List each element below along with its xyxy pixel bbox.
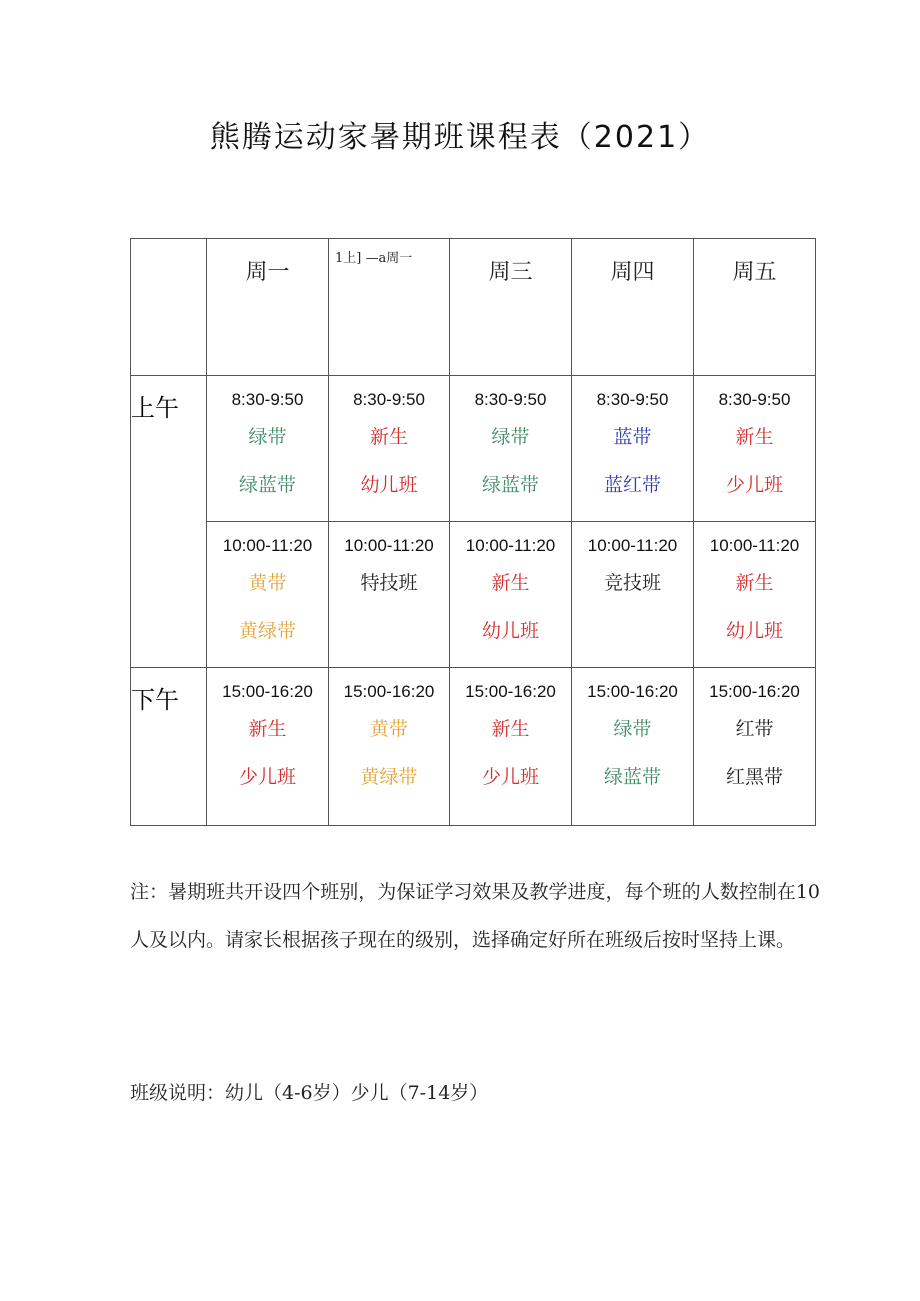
class-cell	[329, 522, 450, 668]
day-header-tue: 1上] —a周一	[329, 239, 450, 376]
class-label: 新生	[491, 718, 530, 740]
class-label: 黄绿带	[360, 766, 418, 788]
day-header-fri: 周五	[694, 239, 816, 376]
class-label: 绿蓝带	[238, 474, 296, 496]
class-label: 新生	[491, 572, 530, 594]
class-time: 15:00-16:20	[222, 682, 313, 701]
class-label: 绿带	[491, 426, 530, 448]
class-cell	[329, 376, 450, 522]
class-time: 8:30-9:50	[474, 390, 547, 409]
class-time: 15:00-16:20	[587, 682, 678, 701]
class-time: 15:00-16:20	[343, 682, 435, 701]
corner-cell	[131, 239, 207, 376]
class-time: 15:00-16:20	[465, 682, 556, 701]
class-time: 8:30-9:50	[353, 390, 425, 409]
class-time: 8:30-9:50	[718, 390, 791, 409]
class-cell	[572, 522, 694, 668]
class-time: 10:00-11:20	[709, 536, 800, 555]
class-label: 幼儿班	[360, 474, 418, 496]
header-row	[131, 239, 816, 376]
class-legend: 班级说明：幼儿（4-6岁）少儿（7-14岁）	[130, 1082, 489, 1104]
class-cell	[694, 376, 816, 522]
class-cell	[450, 522, 572, 668]
class-label: 新生	[369, 426, 408, 448]
class-label: 蓝带	[613, 426, 652, 448]
class-label: 幼儿班	[481, 620, 539, 642]
class-label: 蓝红带	[603, 474, 661, 496]
class-cell	[450, 376, 572, 522]
class-label: 绿带	[248, 426, 287, 448]
slot-row-1	[131, 376, 816, 522]
note-paragraph: 注：暑期班共开设四个班别，为保证学习效果及教学进度，每个班的人数控制在10人及以内。请家长根据孩子现在的级别，选择确定好所在班级后按时坚持上课。	[130, 881, 820, 951]
class-label: 新生	[735, 426, 774, 448]
schedule-table	[130, 238, 816, 826]
class-time: 10:00-11:20	[465, 536, 556, 555]
class-label: 竞技班	[603, 572, 661, 594]
class-label: 少儿班	[481, 766, 539, 788]
class-label: 红黑带	[725, 766, 783, 788]
class-label: 绿带	[613, 718, 652, 740]
class-time: 10:00-11:20	[344, 536, 434, 555]
class-time: 10:00-11:20	[587, 536, 678, 555]
class-label: 幼儿班	[725, 620, 783, 642]
day-header-wed: 周三	[450, 239, 572, 376]
day-header-thu: 周四	[572, 239, 694, 376]
class-label: 新生	[735, 572, 774, 594]
day-header-mon: 周一	[207, 239, 329, 376]
class-label: 黄绿带	[238, 620, 296, 642]
page-title: 熊腾运动家暑期班课程表（2021）	[209, 120, 711, 155]
class-cell	[572, 668, 694, 826]
class-cell	[207, 522, 329, 668]
class-label: 少儿班	[238, 766, 296, 788]
class-label: 特技班	[360, 572, 418, 594]
class-cell	[694, 668, 816, 826]
class-cell	[572, 376, 694, 522]
class-time: 8:30-9:50	[596, 390, 669, 409]
slot-row-3	[131, 668, 816, 826]
class-cell	[207, 376, 329, 522]
class-time: 8:30-9:50	[231, 390, 304, 409]
class-cell	[450, 668, 572, 826]
class-label: 黄带	[248, 572, 287, 594]
class-cell	[694, 522, 816, 668]
class-label: 新生	[248, 718, 287, 740]
class-label: 绿蓝带	[603, 766, 661, 788]
slot-row-2	[131, 522, 816, 668]
class-time: 10:00-11:20	[222, 536, 313, 555]
class-label: 红带	[735, 718, 774, 740]
class-label: 少儿班	[725, 474, 783, 496]
class-label: 绿蓝带	[481, 474, 539, 496]
class-label: 黄带	[369, 718, 408, 740]
class-cell	[329, 668, 450, 826]
period-morning: 上午	[131, 376, 207, 668]
period-afternoon: 下午	[131, 668, 207, 826]
class-cell	[207, 668, 329, 826]
class-time: 15:00-16:20	[709, 682, 800, 701]
